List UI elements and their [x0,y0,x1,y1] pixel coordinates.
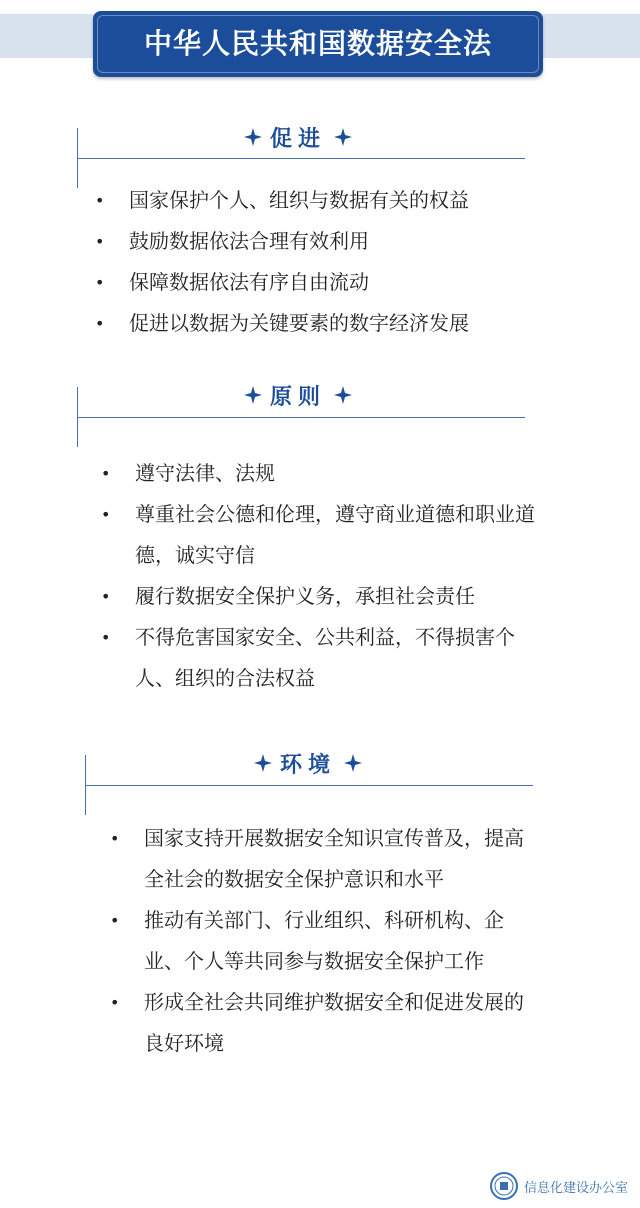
section-title: 原则 [270,384,327,410]
footer-credit [490,1172,628,1200]
list-item: • 国家支持开展数据安全知识宣传普及，提高全社会的数据安全保护意识和水平 [110,818,535,900]
footer-label: 信息化建设办公室 [523,1180,628,1196]
list-item: • 履行数据安全保护义务，承担社会责任 [101,576,541,617]
bullet-icon: • [110,829,120,848]
section-title: 促进 [270,126,327,152]
bullet-icon: • [95,273,105,292]
list-item: • 国家保护个人、组织与数据有关的权益 [95,180,535,221]
list-item: • 促进以数据为关键要素的数字经济发展 [95,303,535,344]
four-point-star-icon [254,754,272,772]
section-environment-list [110,818,535,1064]
list-item: • 保障数据依法有序自由流动 [95,262,535,303]
bullet-icon: • [95,232,105,251]
four-point-star-icon [334,386,352,404]
section-principle-list [101,453,541,699]
bullet-icon: • [95,191,105,210]
section-heading-promote [244,120,352,154]
list-item: • 推动有关部门、行业组织、科研机构、企业、个人等共同参与数据安全保护工作 [110,900,535,982]
section-promote-horizontal-rule [77,158,525,159]
bullet-icon: • [101,464,111,483]
bullet-icon: • [110,993,120,1012]
bullet-icon: • [95,314,105,333]
header-banner [93,11,543,77]
four-point-star-icon [334,128,352,146]
section-title: 环境 [280,752,337,778]
list-item: • 尊重社会公德和伦理，遵守商业道德和职业道德，诚实守信 [101,494,541,576]
list-item: • 不得危害国家安全、公共利益，不得损害个人、组织的合法权益 [101,617,541,699]
section-environment-horizontal-rule [85,785,533,786]
bullet-icon: • [101,587,111,606]
university-seal-icon [490,1172,518,1200]
section-heading-environment [254,746,362,780]
bullet-icon: • [110,911,120,930]
bullet-icon: • [101,505,111,524]
section-promote-list [95,180,535,344]
list-item: • 遵守法律、法规 [101,453,541,494]
section-heading-principle [244,378,352,412]
list-item: • 形成全社会共同维护数据安全和促进发展的良好环境 [110,982,535,1064]
four-point-star-icon [244,386,262,404]
bullet-icon: • [101,628,111,647]
list-item: • 鼓励数据依法合理有效利用 [95,221,535,262]
four-point-star-icon [244,128,262,146]
section-principle-horizontal-rule [77,417,525,418]
page-title: 中华人民共和国数据安全法 [143,27,492,60]
four-point-star-icon [344,754,362,772]
